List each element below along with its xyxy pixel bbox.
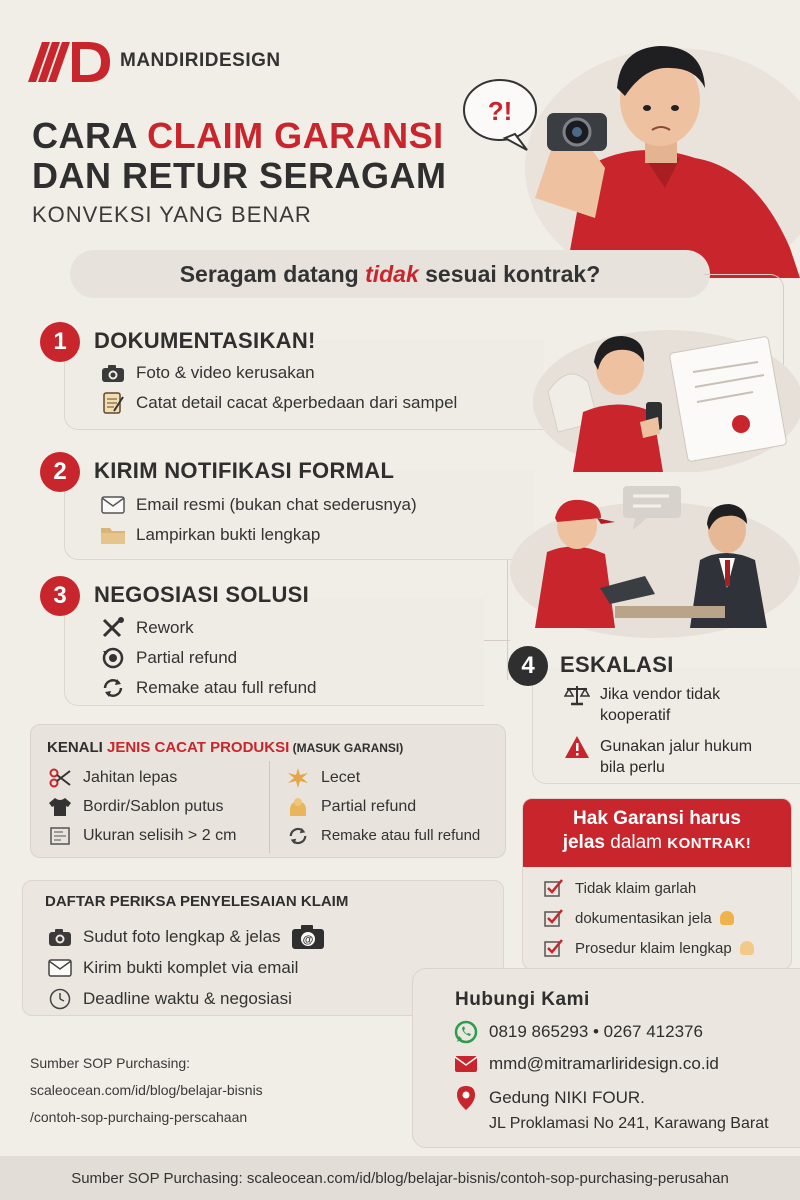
question-banner <box>70 250 710 298</box>
ruler-icon <box>47 825 73 847</box>
step-3-title: NEGOSIASI SOLUSI <box>94 582 310 607</box>
list-item <box>47 763 236 792</box>
warranty-kontrak: KONTRAK! <box>667 835 752 852</box>
defect-right-3: Remake atau full refund <box>321 827 481 844</box>
title-subtitle: KONVEKSI YANG BENAR <box>32 202 312 227</box>
step-1-title: DOKUMENTASIKAN! <box>94 328 316 353</box>
list-item <box>47 792 236 821</box>
shirt-icon <box>47 796 73 818</box>
list-item <box>100 388 457 418</box>
warranty-list <box>523 867 791 969</box>
list-item <box>564 684 800 736</box>
footer-source[interactable]: Sumber SOP Purchasing: scaleocean.com/id/blog/belajar-bisnis/contoh-sop-purchasing-perusahan <box>0 1156 800 1200</box>
list-item <box>47 983 325 1014</box>
meeting-illustration <box>505 478 800 638</box>
step-4-item-2-line-1: Gunakan jalur hukum <box>600 738 753 755</box>
defect-title-c: (MASUK GARANSI) <box>289 741 404 755</box>
banner-after: sesuai kontrak? <box>425 260 601 287</box>
clap-icon <box>740 941 754 955</box>
step-4-list <box>564 684 800 778</box>
step-2-item-1: Email resmi (bukan chat sederusnya) <box>136 495 417 514</box>
defect-left-3: Ukuran selisih > 2 cm <box>83 826 237 844</box>
list-item <box>47 921 325 952</box>
camera-at-icon <box>291 924 325 950</box>
warranty-item-1: Tidak klaim garlah <box>575 879 697 897</box>
refresh-icon <box>100 677 126 699</box>
banner-emphasis: tidak <box>365 260 419 287</box>
connector-line <box>482 640 510 641</box>
defect-title-a: KENALI <box>47 739 107 756</box>
step-1-item-2: Catat detail cacat &perbedaan dari sampel <box>136 393 458 412</box>
contact-phone-row <box>453 1021 703 1043</box>
list-item <box>285 792 480 821</box>
step-2-title: KIRIM NOTIFIKASI FORMAL <box>94 458 395 483</box>
brand-name: MANDIRIDESIGN <box>120 50 281 71</box>
checkbox-icon <box>541 937 567 959</box>
step-2-number: 2 <box>40 452 80 492</box>
svg-text:@: @ <box>302 933 313 946</box>
contact-address-row-1 <box>453 1087 645 1109</box>
hero-illustration <box>455 18 800 278</box>
step-3-item-2: Partial refund <box>136 648 238 667</box>
list-item <box>541 903 773 933</box>
source-line-1: Sumber SOP Purchasing: <box>30 1055 191 1071</box>
scissors-icon <box>47 767 73 789</box>
list-item <box>100 358 457 388</box>
source-line-2[interactable]: scaleocean.com/id/blog/belajar-bisnis <box>30 1082 263 1098</box>
scratch-icon <box>285 767 311 789</box>
warranty-jelas: jelas <box>562 832 605 853</box>
scale-icon <box>564 684 590 706</box>
list-item <box>285 763 480 792</box>
email-icon <box>453 1053 479 1075</box>
whatsapp-icon <box>453 1021 479 1043</box>
defect-types-title <box>47 739 403 756</box>
step-4-number: 4 <box>508 646 548 686</box>
list-item <box>47 952 325 983</box>
list-item <box>100 673 317 703</box>
defect-types-box <box>30 724 506 858</box>
step-2-list <box>100 490 417 550</box>
warning-icon <box>564 736 590 758</box>
list-item <box>47 821 236 850</box>
page-title <box>32 116 447 228</box>
step-3-item-3: Remake atau full refund <box>136 678 317 697</box>
warranty-line-2 <box>529 831 785 856</box>
hand-icon <box>285 796 311 818</box>
list-item <box>285 821 480 850</box>
defect-right-2: Partial refund <box>321 797 417 815</box>
contact-title: Hubungi Kami <box>455 989 590 1010</box>
title-line-2: DAN RETUR SERAGAM <box>32 155 447 196</box>
hero-bubble-text: ?! <box>487 96 513 126</box>
list-item <box>541 933 773 963</box>
title-line-1 <box>32 116 447 156</box>
source-note <box>30 1050 263 1131</box>
checkbox-icon <box>541 907 567 929</box>
checklist-item-2: Kirim bukti komplet via email <box>83 957 299 977</box>
documenting-person-illustration <box>528 322 800 472</box>
step-4-title: ESKALASI <box>560 652 674 677</box>
warranty-header <box>523 799 791 867</box>
step-1-item-1: Foto & video kerusakan <box>136 363 315 382</box>
step-4-item-1-line-2: kooperatif <box>600 707 671 724</box>
step-1-number: 1 <box>40 322 80 362</box>
contact-phone[interactable]: 0819 865293 • 0267 412376 <box>489 1022 703 1041</box>
contact-email-row <box>453 1053 719 1075</box>
list-item <box>100 643 317 673</box>
defect-list-right <box>285 763 480 850</box>
step-3-number: 3 <box>40 576 80 616</box>
checklist-item-3: Deadline waktu & negosiasi <box>83 988 292 1008</box>
contact-address-1: Gedung NIKI FOUR. <box>489 1088 645 1107</box>
checklist-title: DAFTAR PERIKSA PENYELESAIAN KLAIM <box>45 893 349 910</box>
defect-title-b: JENIS CACAT PRODUKSI <box>107 739 290 756</box>
warranty-rights-box <box>522 798 792 970</box>
contact-box <box>412 968 800 1148</box>
envelope-icon <box>47 957 73 979</box>
warranty-item-2: dokumentasikan jela <box>575 909 712 927</box>
contact-email[interactable]: mmd@mitramarliridesign.co.id <box>489 1054 719 1073</box>
folder-icon <box>100 524 126 546</box>
title-cara: CARA <box>32 115 148 156</box>
list-item <box>100 613 317 643</box>
checklist-list <box>47 921 325 1014</box>
notepad-icon <box>100 392 126 414</box>
checkbox-icon <box>541 877 567 899</box>
clock-icon <box>47 988 73 1010</box>
thumbs-up-icon <box>720 911 734 925</box>
step-1-list <box>100 358 457 418</box>
warranty-line-1: Hak Garansi harus <box>573 808 741 829</box>
defect-divider <box>269 761 270 853</box>
envelope-icon <box>100 494 126 516</box>
defect-left-1: Jahitan lepas <box>83 768 178 786</box>
camera-icon <box>100 362 126 384</box>
refresh-icon <box>285 825 311 847</box>
checklist-item-1: Sudut foto lengkap & jelas <box>83 926 281 946</box>
defect-left-2: Bordir/Sablon putus <box>83 797 224 815</box>
step-4-item-2-line-2: bila perlu <box>600 759 665 776</box>
step-2-item-2: Lampirkan bukti lengkap <box>136 525 321 544</box>
defect-list-left <box>47 763 236 850</box>
list-item <box>541 873 773 903</box>
contact-address-row-2 <box>489 1115 769 1133</box>
contact-address-2: JL Proklamasi No 241, Karawang Barat <box>489 1115 769 1132</box>
list-item <box>100 490 417 520</box>
location-pin-icon <box>453 1087 479 1109</box>
step-4-item-1-line-1: Jika vendor tidak <box>600 686 721 703</box>
banner-before: Seragam datang <box>179 260 359 287</box>
defect-right-1: Lecet <box>321 768 361 786</box>
camera-icon <box>47 926 73 948</box>
warranty-item-3: Prosedur klaim lengkap <box>575 939 732 957</box>
source-line-3[interactable]: /contoh-sop-purchaing-perscahaan <box>30 1109 248 1125</box>
refund-icon <box>100 647 126 669</box>
list-item <box>564 736 800 778</box>
tools-icon <box>100 617 126 639</box>
list-item <box>100 520 417 550</box>
md-logo-icon <box>28 38 114 84</box>
warranty-dalam: dalam <box>604 832 668 853</box>
title-claim-garansi: CLAIM GARANSI <box>147 115 444 156</box>
step-3-item-1: Rework <box>136 618 194 637</box>
step-3-list <box>100 613 317 703</box>
brand-logo <box>28 38 281 84</box>
